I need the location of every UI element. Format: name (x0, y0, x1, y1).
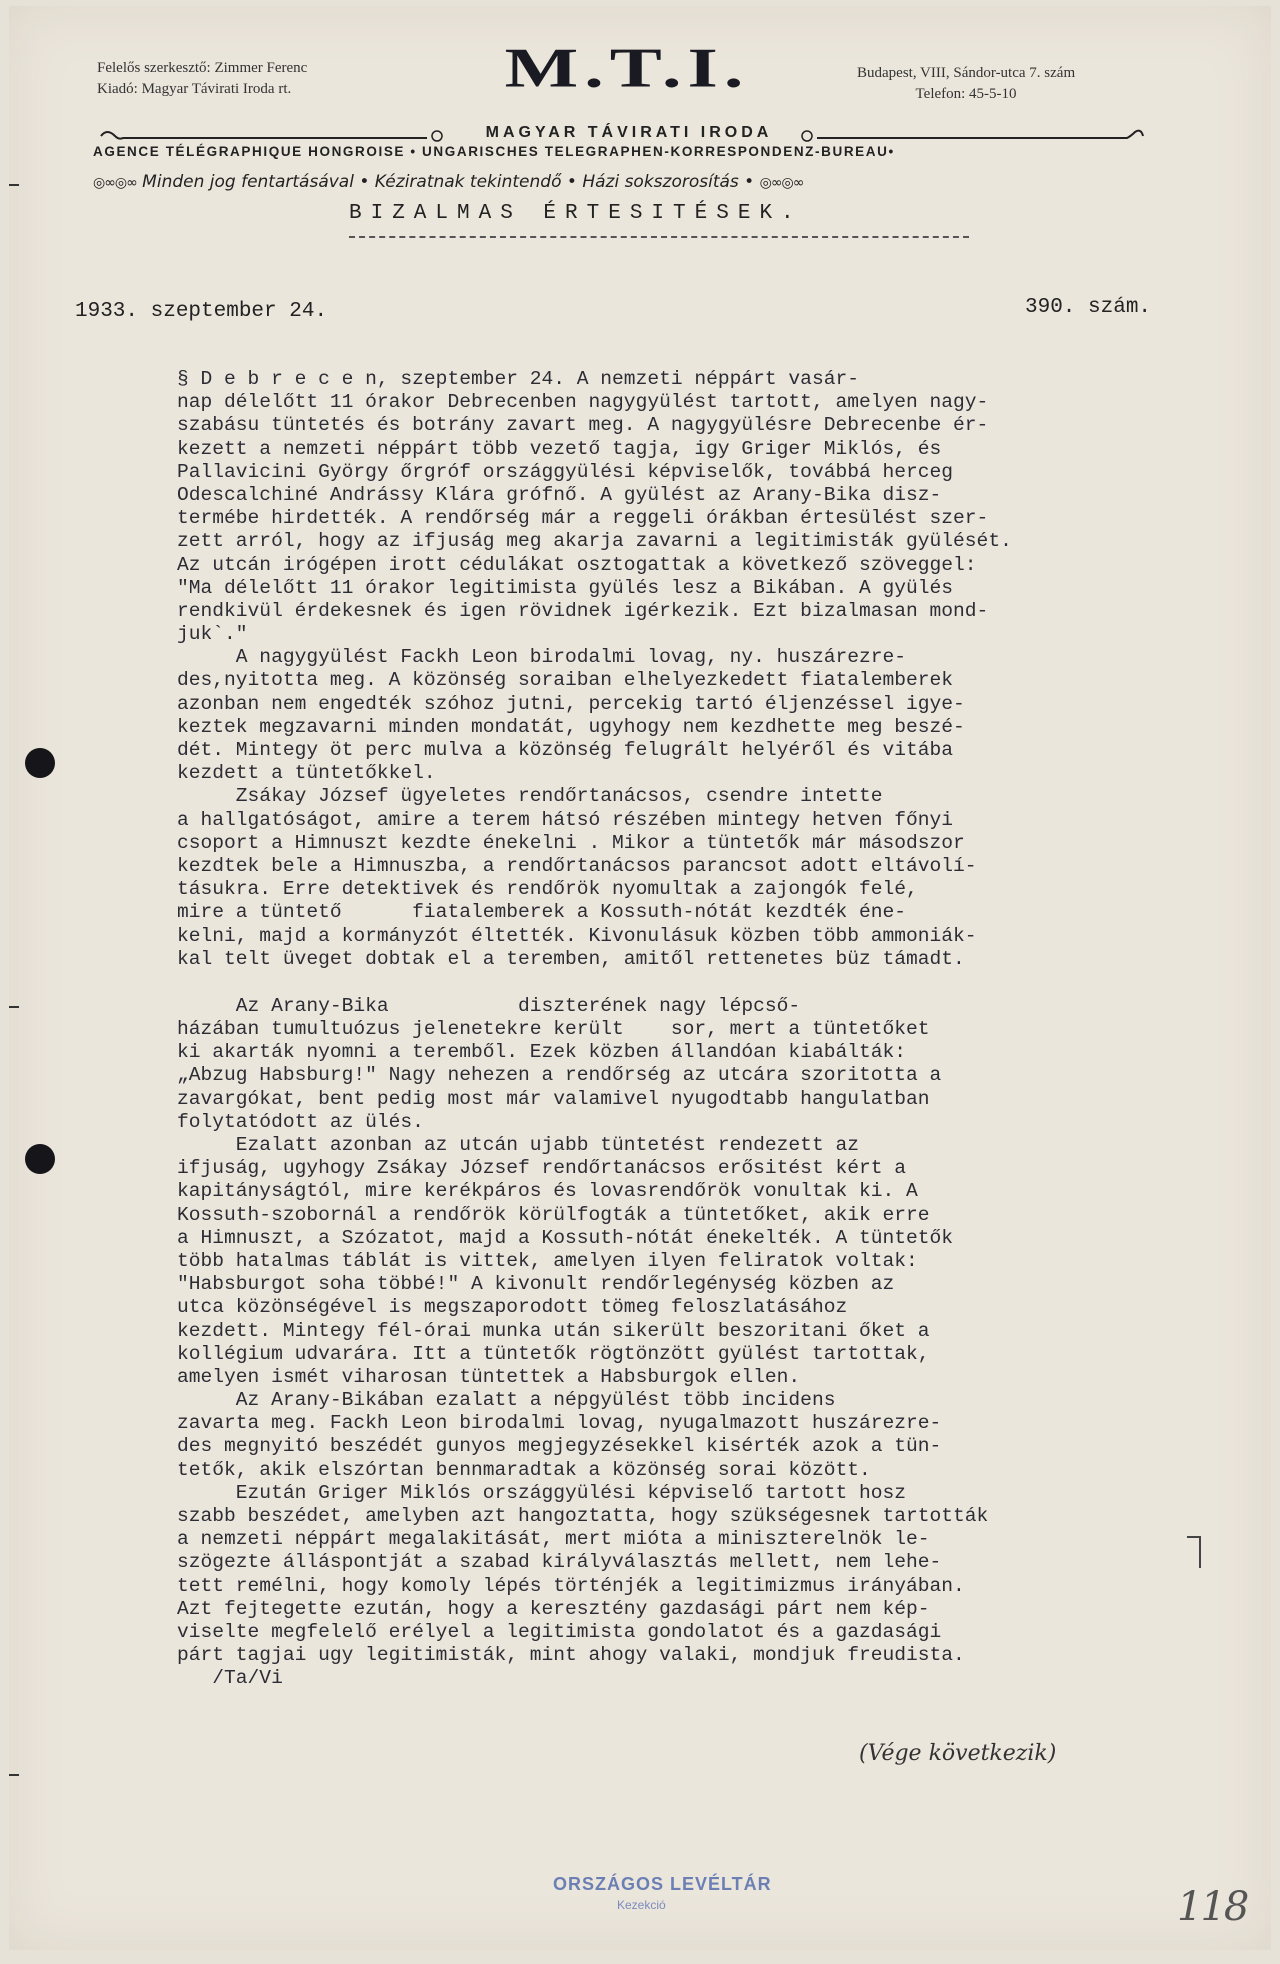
body-line: rendkivül érdekesnek és igen rövidnek igérkezik. Ezt bizalmasan mond- (177, 599, 989, 622)
body-line: amelyen ismét viharosan tüntettek a Habsburgok ellen. (177, 1365, 801, 1388)
handwritten-note: (Vége következik) (859, 1741, 1057, 1766)
document-date: 1933. szeptember 24. (75, 300, 328, 323)
body-line: kal telt üveget dobtak el a teremben, amitől rettenetes büz támadt. (177, 947, 965, 970)
body-line: kezdtek bele a Himnuszba, a rendőrtanácsos parancsot adott eltávolí- (177, 854, 977, 877)
agency-name: MAGYAR TÁVIRATI IRODA (485, 124, 773, 141)
margin-mark (9, 1774, 19, 1776)
body-line: /Ta/Vi (177, 1667, 283, 1690)
body-line: dét. Mintegy öt perc mulva a közönség felugrált helyéről és vitába (177, 739, 954, 761)
margin-bracket (1187, 1536, 1201, 1568)
masthead-right (857, 63, 1075, 105)
body-line: kelni, majd a kormányzót éltették. Kivonulásuk közben több ammoniák- (177, 924, 977, 947)
body-line: Az Arany-Bikában ezalatt a népgyülést több incidens (177, 1389, 836, 1412)
body-line: Ezután Griger Miklós országgyülési képviselő tartott hosz (177, 1481, 907, 1504)
body-line: "Habsburgot soha többé!" A kivonult rendőrlegénység közben az (177, 1273, 895, 1296)
body-line: zett arról, hogy az ifjuság meg akarja zavarni a legitimisták gyülését. (177, 530, 1012, 553)
agency-languages: AGENCE TÉLÉGRAPHIQUE HONGROISE • UNGARISCHES TELEGRAPHEN-KORRESPONDENZ-BUREAU• (93, 144, 895, 159)
body-line: ifjuság, ugyhogy Zsákay József rendőrtanácsos erősitést kért a (177, 1157, 907, 1180)
document-number: 390. szám. (1025, 296, 1152, 319)
body-line: kezett a nemzeti néppárt több vezető tagja, igy Griger Miklós, és (177, 437, 942, 460)
body-line: Az utcán irógépen irott cédulákat osztogattak a következő szöveggel: (177, 553, 977, 576)
body-line: szabásu tüntetés és botrány zavart meg. A nagygyülésre Debrecenbe ér- (177, 414, 989, 437)
body-line: több hatalmas táblát is vittek, amelyen ilyen feliratok voltak: (177, 1249, 918, 1272)
body-line: párt tagjai ugy legitimisták, mint ahogy valaki, mondjuk freudista. (177, 1644, 965, 1667)
body-line: házában tumultuózus jelenetekre került sor, mert a tüntetőket (177, 1018, 930, 1041)
body-line: § D e b r e c e n, szeptember 24. A nemzeti néppárt vasár- (177, 368, 859, 390)
margin-mark (9, 184, 19, 186)
body-line: szögezte álláspontját a szabad királyválasztás mellett, nem lehe- (177, 1551, 942, 1574)
report-body (177, 368, 1197, 1691)
body-line: Kossuth-szobornál a rendőrök körülfogták a tüntetőket, akik erre (177, 1203, 930, 1226)
body-line: zavarta meg. Fackh Leon birodalmi lovag, nyugalmazott huszárezre- (177, 1412, 942, 1435)
body-line: Pallavicini György őrgróf országgyülési képviselők, továbbá herceg (177, 460, 954, 483)
body-line: kollégium udvarára. Itt a tüntetők rögtönzött gyülést tartottak, (177, 1342, 930, 1365)
body-line: ki akarták nyomni a teremből. Ezek közben állandóan kiabálták: (177, 1041, 907, 1064)
body-line: keztek megzavarni minden mondatát, ugyhogy nem kezdhette meg beszé- (177, 715, 965, 738)
body-line: tásukra. Erre detektivek és rendőrök nyomultak a zajongók felé, (177, 878, 918, 901)
body-line: kapitányságtól, mire kerékpáros és lovasrendőrök vonultak ki. A (177, 1180, 918, 1203)
archive-stamp: ORSZÁGOS LEVÉLTÁR (553, 1874, 772, 1894)
body-line: tett remélni, hogy komoly lépés történjék a legitimizmus irányában. (177, 1574, 965, 1597)
body-line: A nagygyülést Fackh Leon birodalmi lovag, ny. huszárezre- (177, 646, 907, 669)
body-line: a Himnuszt, a Szózatot, majd a Kossuth-nótát énekelték. A tüntetők (177, 1226, 954, 1249)
body-line: tetők, akik elszórtan bennmaradtak a közönség sorai között. (177, 1458, 871, 1481)
body-line: utca közönségével is megszaporodott tömeg feloszlatásához (177, 1296, 848, 1319)
archive-stamp-sub: Kezekció (617, 1898, 666, 1912)
page-number: 118 (1177, 1884, 1248, 1930)
body-line: a nemzeti néppárt megalakitását, mert mióta a miniszterelnök le- (177, 1528, 930, 1551)
body-line: csoport a Himnuszt kezdte énekelni . Mikor a tüntetők már másodszor (177, 831, 965, 854)
body-line: kezdett a tüntetőkkel. (177, 762, 436, 785)
body-line: Az Arany-Bika diszterének nagy lépcső- (177, 994, 801, 1017)
body-line: folytatódott az ülés. (177, 1110, 424, 1133)
ornament-icon: ◎∞◎∞ (759, 175, 804, 191)
mti-logo: M.T.I. (504, 35, 750, 99)
body-line: zavargókat, bent pedig most már valamivel nyugodtabb hangulatban (177, 1087, 930, 1110)
margin-mark (9, 1006, 19, 1008)
body-line: kezdett. Mintegy fél-órai munka után sikerült beszoritani őket a (177, 1319, 930, 1342)
punch-hole-top (25, 748, 55, 778)
ornament-icon: ◎∞◎∞ (93, 175, 137, 191)
editor-line: Felelős szerkesztő: Zimmer Ferenc (97, 60, 308, 76)
motto-line (93, 172, 1173, 192)
body-line: juk`." (177, 623, 248, 646)
body-line: „Abzug Habsburg!" Nagy nehezen a rendőrség az utcára szoritotta a (177, 1064, 942, 1087)
body-line (177, 971, 1197, 995)
body-line: mire a tüntető fiatalemberek a Kossuth-nótát kezdték éne- (177, 901, 907, 924)
body-line: Ezalatt azonban az utcán ujabb tüntetést rendezett az (177, 1134, 859, 1156)
body-line: azonban nem engedték szóhoz jutni, percekig tartó éljenzéssel igye- (177, 692, 965, 715)
address-line: Budapest, VIII, Sándor-utca 7. szám (857, 65, 1076, 81)
bulletin-title: BIZALMAS ÉRTESITÉSEK. (349, 202, 803, 225)
body-line: des megnyitó beszédét gunyos megjegyzésekkel kisérték azok a tün- (177, 1435, 942, 1458)
publisher-line: Kiadó: Magyar Távirati Iroda rt. (97, 81, 292, 97)
body-line: "Ma délelőtt 11 órakor legitimista gyülés lesz a Bikában. A gyülés (177, 576, 954, 599)
title-divider (349, 236, 969, 238)
body-line: Zsákay József ügyeletes rendőrtanácsos, csendre intette (177, 785, 883, 808)
body-line: nap délelőtt 11 órakor Debrecenben nagygyülést tartott, amelyen nagy- (177, 391, 989, 414)
punch-hole-bottom (25, 1144, 55, 1174)
body-line: termébe hirdették. A rendőrség már a reggeli órákban értesülést szer- (177, 507, 989, 530)
motto-text: Minden jog fentartásával • Kéziratnak tekintendő • Házi sokszorosítás • (142, 172, 755, 192)
phone-line: Telefon: 45-5-10 (915, 86, 1017, 102)
document-page (9, 6, 1271, 1950)
body-line: viselte megfelelő erélyel a legitimista gondolatot és a gazdasági (177, 1620, 942, 1643)
body-line: szabb beszédet, amelyben azt hangoztatta, hogy szükségesnek tartották (177, 1505, 989, 1527)
masthead-left (97, 58, 307, 100)
body-line: Azt fejtegette ezután, hogy a keresztény gazdasági párt nem kép- (177, 1597, 930, 1620)
body-line: des,nyitotta meg. A közönség soraiban elhelyezkedett fiatalemberek (177, 669, 954, 692)
body-line: a hallgatóságot, amire a terem hátsó részében mintegy hetven főnyi (177, 808, 954, 831)
body-line: Odescalchiné Andrássy Klára grófnő. A gyülést az Arany-Bika disz- (177, 483, 942, 506)
